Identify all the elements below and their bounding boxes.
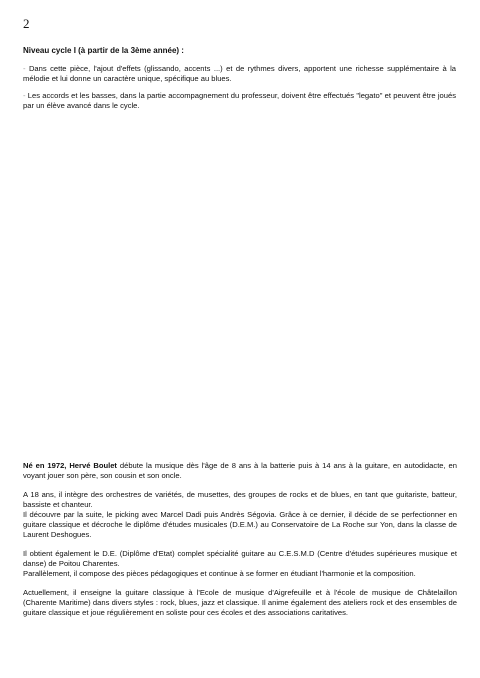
bio-line: A 18 ans, il intègre des orchestres de variétés, de musettes, des groupes de rocks et de blues, en tant que guitariste, batteur, bassiste et chanteur. — [23, 490, 457, 509]
section-heading: Niveau cycle I (à partir de la 3ème année) : — [23, 46, 184, 55]
bio-paragraph-2 — [23, 490, 457, 540]
bullet-dash: - — [23, 64, 29, 73]
bio-line: Parallèlement, il compose des pièces pédagogiques et continue à se former en étudiant l'harmonie et la composition. — [23, 569, 416, 578]
paragraph-text: Les accords et les basses, dans la partie accompagnement du professeur, doivent être effectués "legato" et peuvent être joués par un élève avancé dans le cycle. — [23, 91, 456, 110]
bio-line: Il découvre par la suite, le picking avec Marcel Dadi puis Andrès Ségovia. Grâce à ce dernier, il décide de se perfectionner en guitare classique et décroche le diplôme d'études musicales (D.E.M.) au Conservatoire de La Roche sur Yon, dans la classe de Laurent Deshogues. — [23, 510, 457, 539]
paragraph-text: Dans cette pièce, l'ajout d'effets (glissando, accents ...) et de rythmes divers, apportent une richesse supplémentaire à la mélodie et lui donne un caractère unique, spécifique au blues. — [23, 64, 456, 83]
bio-paragraph-1 — [23, 461, 457, 481]
bio-intro-bold: Né en 1972, Hervé Boulet — [23, 461, 117, 470]
section-paragraph-1 — [23, 64, 456, 84]
section-paragraph-2 — [23, 91, 456, 111]
page-number: 2 — [23, 16, 30, 31]
level-section — [23, 46, 456, 118]
bio-line: Il obtient également le D.E. (Diplôme d'Etat) complet spécialité guitare au C.E.S.M.D (Centre d'études supérieures musique et danse) de Poitou Charentes. — [23, 549, 457, 568]
biography-section — [23, 461, 457, 627]
bio-paragraph-4: Actuellement, il enseigne la guitare classique à l'Ecole de musique d'Aigrefeuille et à l'école de musique de Châtelaillon (Charente Maritime) dans divers styles : rock, blues, jazz et classique. Il anime également des ateliers rock et des ensembles de guitare classique et joue régulièrement en soliste pour ces écoles et des associations caritatives. — [23, 588, 457, 617]
bio-intro-text: débute la musique dès l'âge de 8 ans à la batterie puis à 14 ans à la guitare, en autodidacte, en voyant jouer son père, son cousin et son oncle. — [23, 461, 457, 480]
bullet-dash: - — [23, 91, 28, 100]
bio-paragraph-3 — [23, 549, 457, 579]
